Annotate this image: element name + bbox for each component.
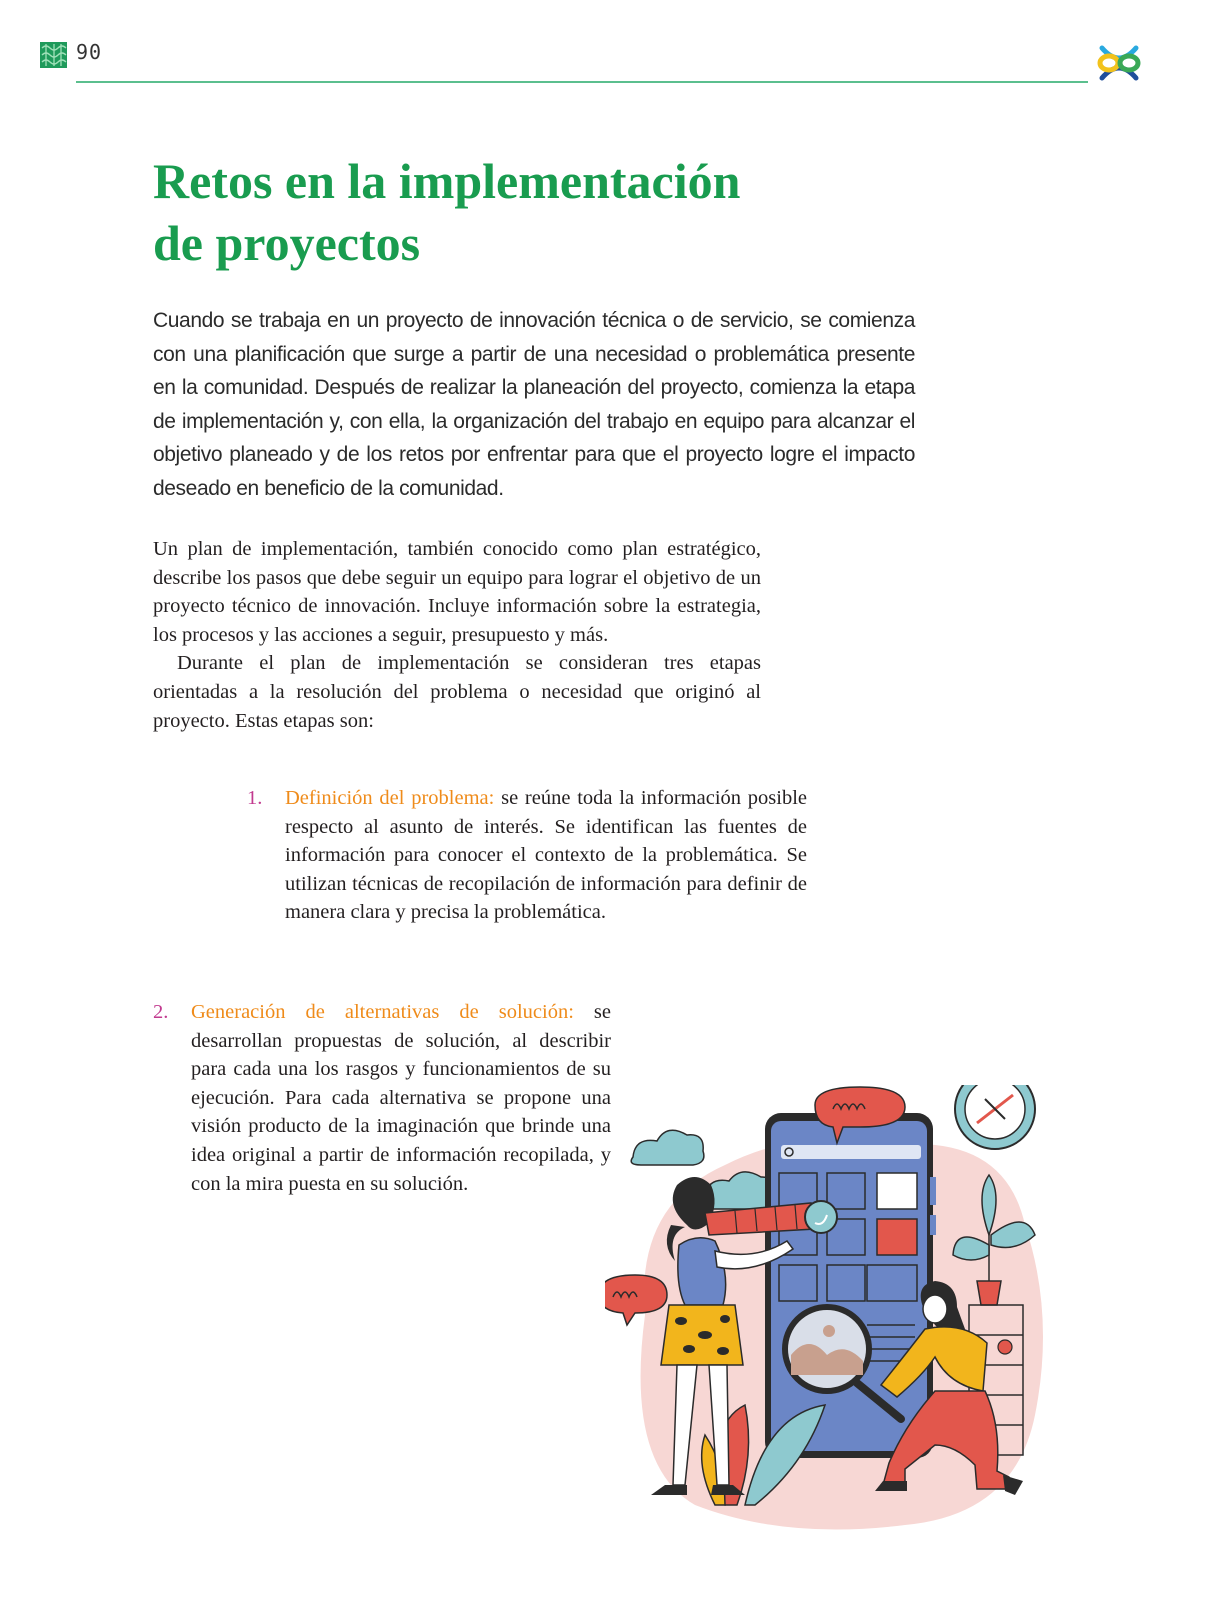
- body-paragraph-1: Un plan de implementación, también conocido como plan estratégico, describe los pasos que debe seguir un equipo para lograr el objetivo de un proyecto técnico de innovación. Incluye información sobre la estrategia, los procesos y las acciones a seguir, presupuesto y más.: [153, 538, 761, 646]
- intro-paragraph: Cuando se trabaja en un proyecto de innovación técnica o de servicio, se comienza con una planificación que surge a partir de una necesidad o problemática presente en la comunidad. Después de realizar la planeación del proyecto, comienza la etapa de implementación y, con ella, la organización del trabajo en equipo para alcanzar el objetivo planeado y de los retos por enfrentar para que el proyecto logre el impacto deseado en beneficio de la comunidad.: [153, 309, 915, 500]
- page-title: Retos en la implementación de proyectos: [153, 153, 741, 271]
- list-term: Definición del problema:: [285, 787, 495, 809]
- header-logo-icon: [40, 42, 67, 68]
- list-text: se reúne toda la información posible respecto al asunto de interés. Se identifican las fuentes de información para conocer el contexto de la problemática. Se utilizan técnicas de recopilación de información para definir de manera clara y precisa la problemática.: [285, 787, 807, 924]
- multicolor-knot-symbol-icon: [1094, 38, 1144, 88]
- body-text: [153, 535, 761, 735]
- list-number: 1.: [247, 787, 263, 809]
- list-content: [285, 784, 807, 927]
- list-text: se desarrollan propuestas de solución, al describir para cada una los rasgos y funcionamientos de su ejecución. Para cada alternativa se propone una visión producto de la imaginación que brinde una idea original a partir de información recopilada, y con la mira puesta en su solución.: [191, 1001, 611, 1195]
- people-exploring-phone-illustration: [605, 1085, 1075, 1550]
- body-paragraph-2: Durante el plan de implementación se consideran tres etapas orientadas a la resolución del problema o necesidad que originó al proyecto. Estas etapas son:: [153, 652, 761, 732]
- list-term: Generación de alternativas de solución:: [191, 1001, 574, 1023]
- list-number: 2.: [153, 1001, 169, 1023]
- list-content: [191, 998, 611, 1198]
- page-number: 90: [76, 40, 103, 64]
- header-divider: [76, 81, 1088, 83]
